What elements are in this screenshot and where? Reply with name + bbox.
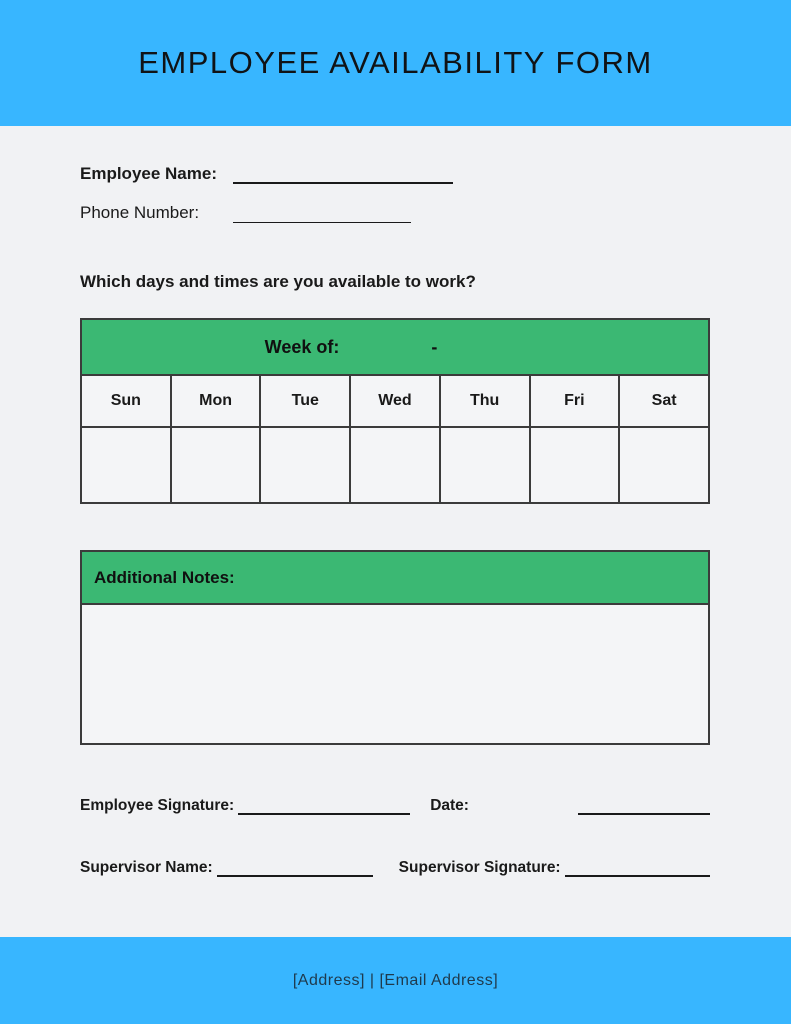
supervisor-row <box>80 859 710 877</box>
availability-cell-wed[interactable] <box>350 427 440 503</box>
employee-signature-line[interactable] <box>238 797 410 815</box>
week-of-label: Week of: <box>264 336 340 357</box>
employee-signature-label: Employee Signature: <box>80 797 235 814</box>
availability-entry-row <box>81 427 709 503</box>
supervisor-name-label: Supervisor Name: <box>80 859 213 876</box>
availability-cell-mon[interactable] <box>171 427 261 503</box>
date-line[interactable] <box>578 797 710 815</box>
day-header-mon: Mon <box>171 375 261 427</box>
footer-text: [Address] | [Email Address] <box>292 971 499 989</box>
day-header-tue: Tue <box>260 375 350 427</box>
day-header-wed: Wed <box>350 375 440 427</box>
supervisor-signature-line[interactable] <box>565 859 710 877</box>
supervisor-name-line[interactable] <box>217 859 373 877</box>
availability-table <box>80 318 710 504</box>
day-header-sat: Sat <box>619 375 709 427</box>
day-header-sun: Sun <box>81 375 171 427</box>
form-body <box>0 164 791 877</box>
day-header-row <box>81 375 709 427</box>
employee-name-field <box>80 164 710 184</box>
week-of-header <box>81 319 709 375</box>
additional-notes-header <box>82 552 708 605</box>
date-label: Date: <box>430 797 469 814</box>
availability-question: Which days and times are you available to work? <box>80 272 476 291</box>
day-header-thu: Thu <box>440 375 530 427</box>
employee-name-line[interactable] <box>233 164 453 184</box>
week-of-separator: - <box>431 336 438 357</box>
availability-cell-thu[interactable] <box>440 427 530 503</box>
employee-name-label: Employee Name: <box>80 164 217 183</box>
phone-number-line[interactable] <box>233 203 411 223</box>
additional-notes-box <box>80 550 710 745</box>
availability-cell-sun[interactable] <box>81 427 171 503</box>
page-title: EMPLOYEE AVAILABILITY FORM <box>138 45 653 80</box>
top-banner <box>0 0 791 126</box>
employee-signature-row <box>80 797 710 815</box>
footer-banner <box>0 937 791 1024</box>
availability-cell-fri[interactable] <box>530 427 620 503</box>
phone-number-field <box>80 203 710 223</box>
additional-notes-area[interactable] <box>82 605 708 743</box>
phone-number-label: Phone Number: <box>80 203 200 222</box>
availability-cell-tue[interactable] <box>260 427 350 503</box>
day-header-fri: Fri <box>530 375 620 427</box>
availability-cell-sat[interactable] <box>619 427 709 503</box>
additional-notes-label: Additional Notes: <box>94 567 235 587</box>
supervisor-signature-label: Supervisor Signature: <box>398 859 561 876</box>
